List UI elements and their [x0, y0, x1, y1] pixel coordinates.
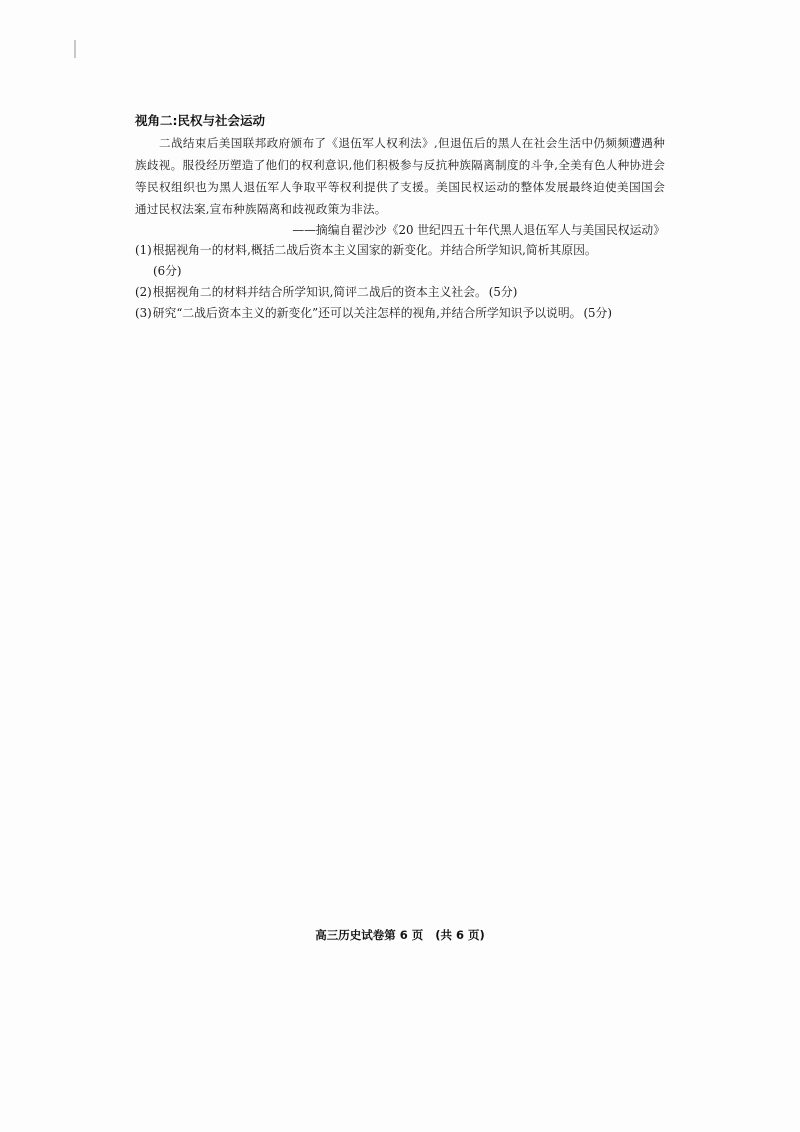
page-footer [0, 927, 800, 943]
question-number: (1) [135, 243, 152, 257]
content-area [135, 112, 665, 324]
question-1 [135, 240, 665, 282]
question-text: 研究“二战后资本主义的新变化”还可以关注怎样的视角,并结合所学知识予以说明。 [152, 306, 582, 320]
question-score: (5分) [583, 306, 612, 320]
page-number-label: 高三历史试卷第 6 页 [315, 928, 424, 942]
question-score: (5分) [488, 285, 518, 299]
question-text: 根据视角二的材料并结合所学知识,简评二战后的资本主义社会。 [152, 285, 487, 299]
passage-source: ——摘编自翟沙沙《20 世纪四五十年代黑人退伍军人与美国民权运动》 [292, 223, 665, 237]
question-score: (6分) [153, 264, 182, 278]
question-text: 根据视角一的材料,概括二战后资本主义国家的新变化。并结合所学知识,简析其原因。 [152, 243, 597, 257]
total-pages-label: (共 6 页) [435, 928, 485, 942]
question-number: (2) [135, 285, 152, 299]
question-2 [135, 282, 665, 303]
scan-artifact-mark [74, 40, 76, 58]
question-number: (3) [135, 306, 152, 320]
material-passage: 二战结束后美国联邦政府颁布了《退伍军人权利法》,但退伍后的黑人在社会生活中仍频频遭遇种族歧视。服役经历塑造了他们的权利意识,他们积极参与反抗种族隔离制度的斗争,全美有色人种协进会等民权组织也为黑人退伍军人争取平等权利提供了支援。美国民权运动的整体发展最终迫使美国国会通过民权法案,宣布种族隔离和歧视政策为非法。 [135, 136, 665, 216]
section-heading: 视角二:民权与社会运动 [135, 113, 265, 128]
question-3 [135, 303, 665, 324]
